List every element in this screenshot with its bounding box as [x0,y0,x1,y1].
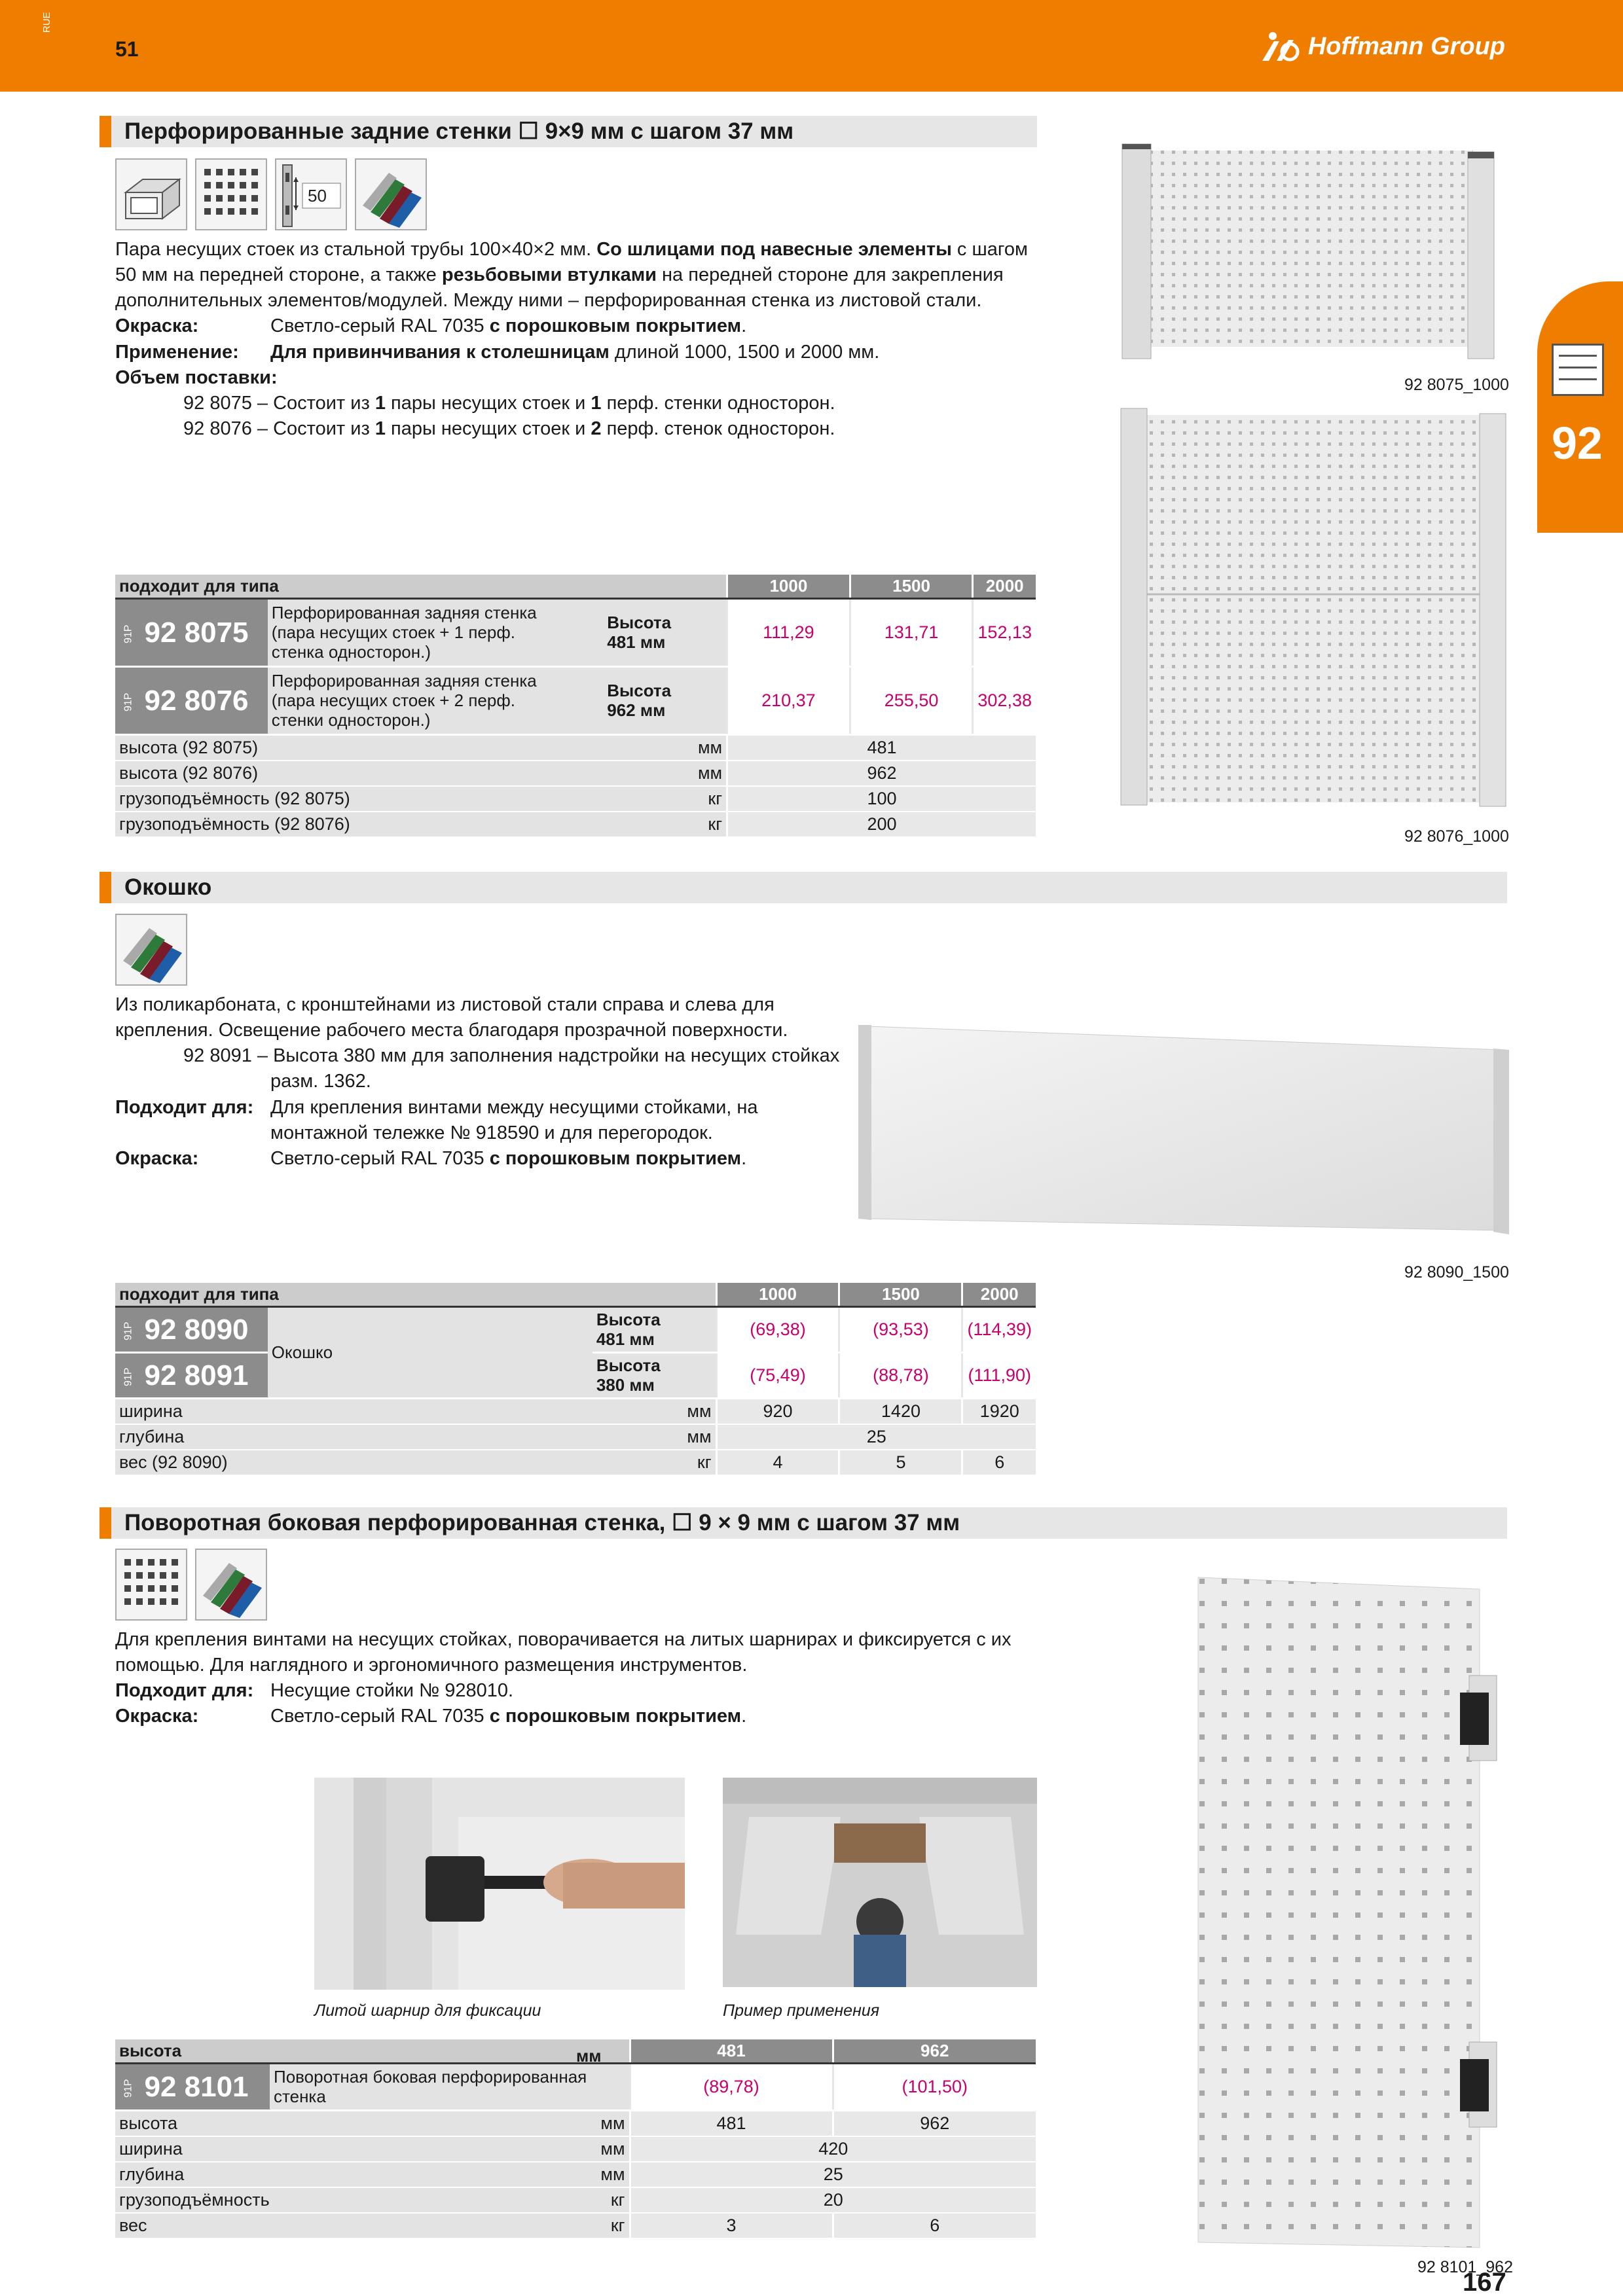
image-caption-928076: 92 8076_1000 [1404,827,1509,846]
product-image-928076 [1113,406,1512,812]
price: 131,71 [850,599,973,667]
spec-row: глубина мм 25 [115,2162,1036,2187]
section-title-perforated-back-walls: Перфорированные задние стенки ☐ 9×9 мм с шагом 37 мм [100,116,1037,147]
steel-tube-icon [115,158,187,230]
pitch-label: 50 [308,186,327,206]
perforation-pattern-icon [195,158,267,230]
spec-row: глубина мм 25 [115,1424,1036,1450]
size-col: 481 [630,2039,833,2064]
language-code: RUE [41,12,52,33]
feature-icons-3 [115,1549,267,1621]
price: (111,90) [962,1353,1036,1399]
spec-row: ширина мм 920 1420 1920 [115,1399,1036,1424]
table-head-unit: мм [576,2046,602,2066]
feature-icons-1 [115,158,427,230]
price: (88,78) [839,1353,962,1399]
section-3-description: Для крепления винтами на несущих стойках, поворачивается на литых шарнирах и фиксируется с их помощью. Для наглядного и эргономичного размещения инструментов. Подходит для: Несущие стойки № 928010. Окраска: Светло-серый RAL 7035 с порошковым покрытием. [115,1629,1012,1727]
photo-application-example [723,1778,1037,1987]
hoffmann-logo-icon [1260,31,1302,63]
color-swatches-icon [355,158,427,230]
spec-row: вес кг 3 6 [115,2213,1036,2238]
slot-pitch-icon [275,158,347,230]
chapter-tab[interactable] [1537,281,1623,533]
spec-row: высота (92 8075) мм 481 [115,735,1036,761]
size-col: 1500 [839,1283,962,1307]
price: (93,53) [839,1307,962,1353]
section-2-description: Из поликарбоната, с кронштейнами из листовой стали справа и слева для крепления. Освещение рабочего места благодаря прозрачной поверхности. 92 8091 – Высота 380 мм для заполнения надстройки на несущих стойках разм. 1362. Подходит для: Для крепления винтами между несущими стойками, на монтажной тележке № 918590 и для перегородок. Окраска: Светло-серый RAL 7035 с порошковым покрытием. [115,994,840,1169]
spec-row: ширина мм 420 [115,2136,1036,2162]
size-col: 1000 [716,1283,839,1307]
article-number[interactable]: 91P 92 8090 [115,1307,268,1353]
table-head-label: подходит для типа [115,575,727,599]
photo-caption-hinge: Литой шарнир для фиксации [314,2001,541,2020]
color-swatches-icon [195,1549,267,1621]
perforation-pattern-icon [115,1549,187,1621]
section-title-swivel-side-wall: Поворотная боковая перфорированная стенка, ☐ 9 × 9 мм с шагом 37 мм [100,1507,1507,1539]
table-row: 91P 92 8075 Перфорированная задняя стенка (пара несущих стоек + 1 перф. стенка односторон.) Высота 481 мм 111,29 131,71 152,13 [115,599,1036,667]
article-number[interactable]: 91P 92 8101 [115,2064,270,2111]
brand-name: Hoffmann Group [1307,33,1505,60]
price: 210,37 [727,667,850,735]
size-col: 2000 [962,1283,1036,1307]
price: (114,39) [962,1307,1036,1353]
article-number[interactable]: 91P 92 8075 [115,599,268,667]
spec-row: высота мм 481 962 [115,2111,1036,2136]
price: 152,13 [973,599,1036,667]
article-number[interactable]: 91P 92 8091 [115,1353,268,1399]
table-window [115,1283,1036,1476]
image-caption-928090: 92 8090_1500 [1404,1263,1509,1282]
product-image-928101 [1192,1571,1519,2251]
price: 255,50 [850,667,973,735]
price: (101,50) [833,2064,1036,2111]
table-row: 91P 92 8076 Перфорированная задняя стенка (пара несущих стоек + 2 перф. стенки односторон.) Высота 962 мм 210,37 255,50 302,38 [115,667,1036,735]
spec-row: грузоподъёмность (92 8075) кг 100 [115,786,1036,812]
table-head-label: высота [115,2039,630,2064]
image-caption-928075: 92 8075_1000 [1404,376,1509,394]
table-row: 91P 92 8091 Высота 380 мм (75,49) (88,78) (111,90) [115,1353,1036,1399]
price: 111,29 [727,599,850,667]
size-col: 2000 [973,575,1036,599]
price: (69,38) [716,1307,839,1353]
color-swatches-icon [115,914,187,986]
table-row: 91P 92 8101 Поворотная боковая перфорированная стенка (89,78) (101,50) [115,2064,1036,2111]
feature-icons-2 [115,914,187,986]
brand-logo[interactable] [1260,30,1505,63]
spec-row: вес (92 8090) кг 4 5 6 [115,1450,1036,1475]
catalog-page-number: 51 [115,37,139,61]
product-image-928090 [854,1021,1509,1244]
spec-row: грузоподъёмность кг 20 [115,2187,1036,2213]
table-row: 91P 92 8090 Окошко Высота 481 мм (69,38) (93,53) (114,39) [115,1307,1036,1353]
size-col: 1000 [727,575,850,599]
size-col: 962 [833,2039,1036,2064]
article-number[interactable]: 91P 92 8076 [115,667,268,735]
chapter-number: 92 [1552,418,1603,469]
table-swivel-side-wall [115,2039,1036,2239]
spec-row: грузоподъёмность (92 8076) кг 200 [115,812,1036,837]
photo-cast-hinge [314,1778,685,1990]
image-caption-928101: 92 8101_962 [1417,2258,1513,2276]
product-image-928075 [1113,136,1512,365]
price: (89,78) [630,2064,833,2111]
price: (75,49) [716,1353,839,1399]
page-number: 167 [1463,2268,1506,2296]
price: 302,38 [973,667,1036,735]
drawer-cabinet-icon [1552,344,1604,396]
top-bar [0,0,1623,92]
table-back-walls [115,575,1036,838]
size-col: 1500 [850,575,973,599]
photo-caption-application: Пример применения [723,2001,880,2020]
table-head-label: подходит для типа [115,1283,716,1307]
section-1-description: Пара несущих стоек из стальной трубы 100×40×2 мм. Со шлицами под навесные элементы с шагом 50 мм на передней стороне, а также резьбовыми втулками на передней стороне для закрепления дополнительных элементов/модулей. Между ними – перфорированная стенка из листовой стали. Окраска: Светло-серый RAL 7035 с порошковым покрытием. Применение: Для привинчивания к столешницам длиной 1000, 1500 и 2000 мм. Объем поставки: 92 8075 – Состоит из 1 пары несущих стоек и 1 перф. стенки односторон. 92 8076 – Состоит из 1 пары несущих стоек и 2 перф. стенок односторон. [115,239,1028,439]
spec-row: высота (92 8076) мм 962 [115,761,1036,786]
section-title-window: Окошко [100,872,1507,903]
